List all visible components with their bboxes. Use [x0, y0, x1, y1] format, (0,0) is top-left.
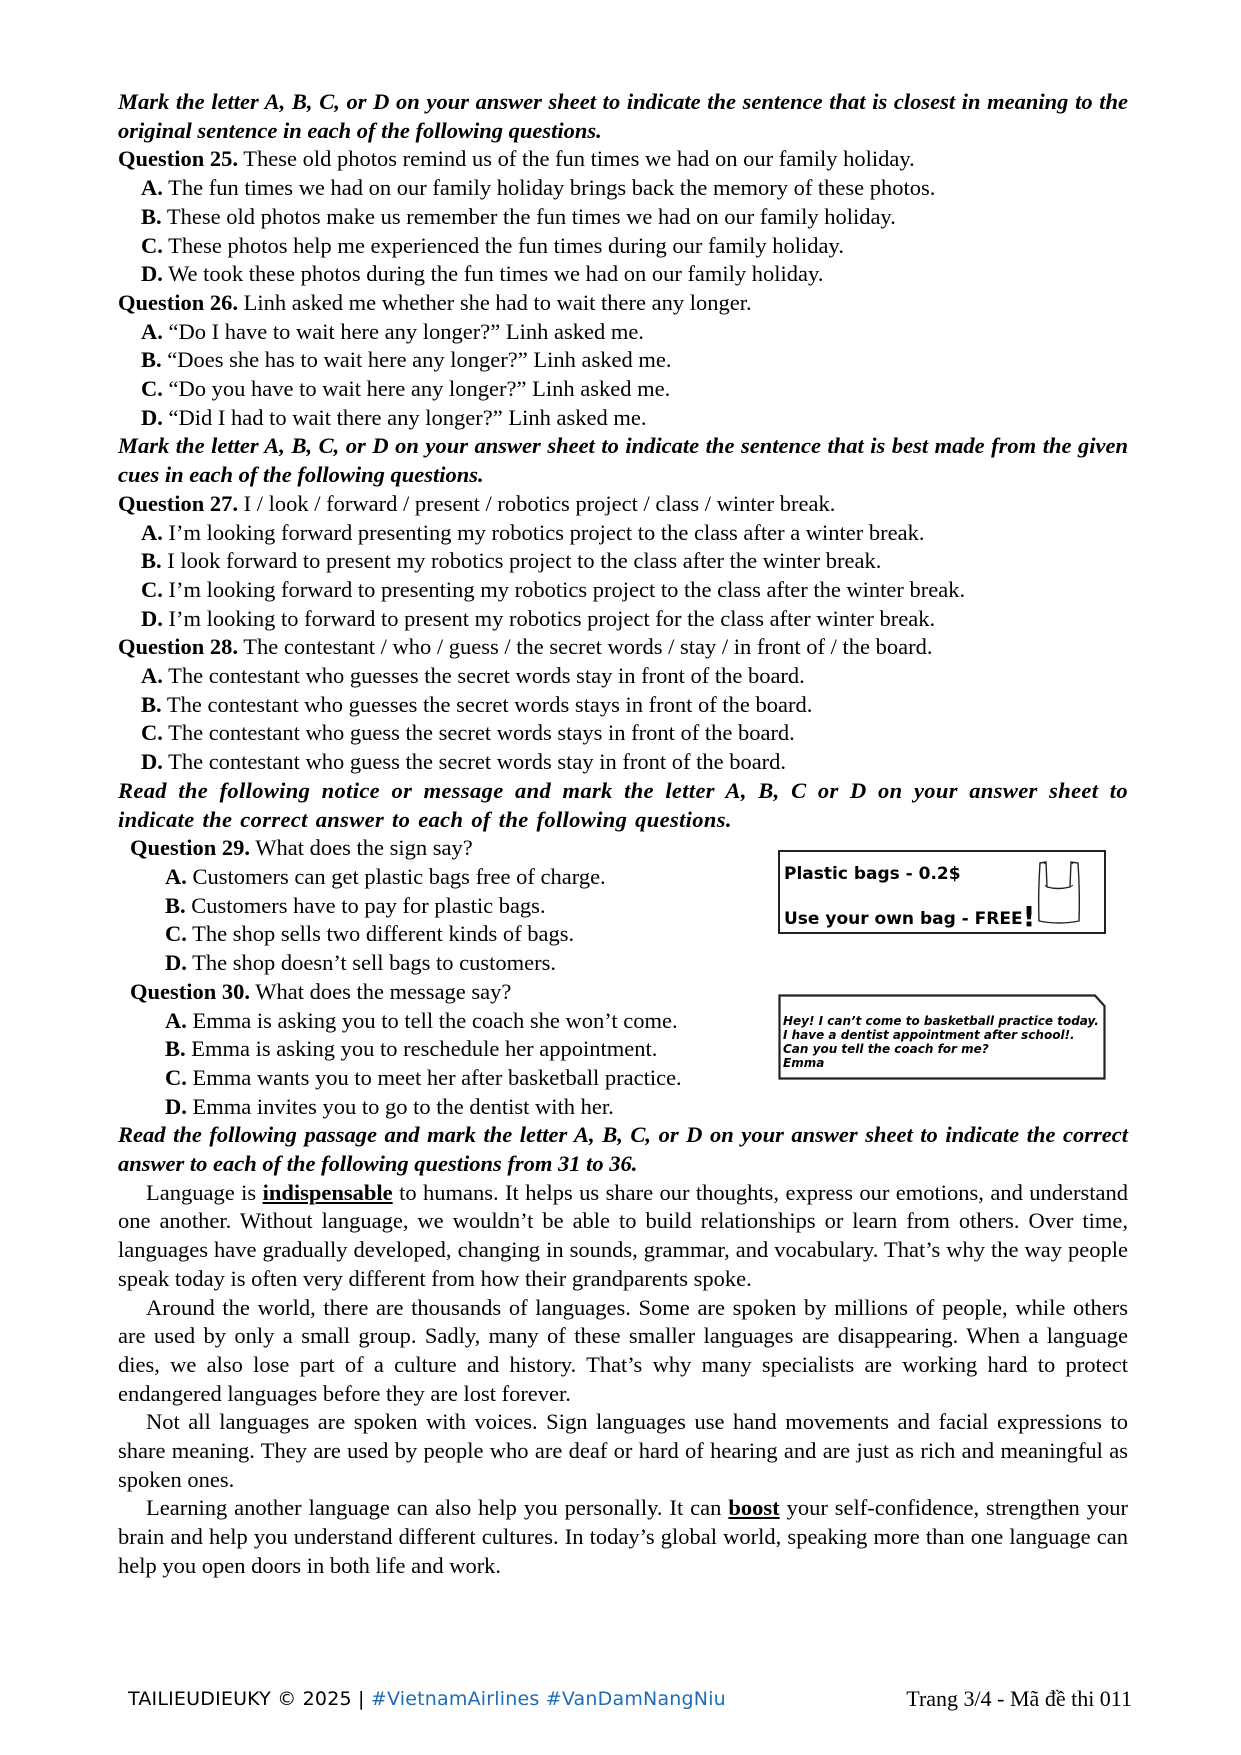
- option-d[interactable]: D. The shop doesn’t sell bags to customers.: [165, 950, 557, 976]
- passage-paragraph-1: Language is indispensable to humans. It helps us share our thoughts, express our emotions, and understand one another. Without language, we wouldn’t be able to build relationships or learn from others. Over time, languages have gradually developed, changing in sounds, grammar, and vocabulary. That’s why the way people speak today is often very different from how their grandparents spoke.: [118, 1179, 1128, 1291]
- section-instruction: Mark the letter A, B, C, or D on your answer sheet to indicate the sentence that is closest in meaning to the original sentence in each of the following questions.: [118, 89, 1128, 143]
- question-label: Question 29.: [130, 835, 251, 861]
- keyword-indispensable: indispensable: [262, 1179, 393, 1205]
- option-d[interactable]: D. The contestant who guess the secret words stay in front of the board.: [141, 749, 787, 775]
- section-instruction: Read the following passage and mark the letter A, B, C, or D on your answer sheet to indicate the correct answer to each of the following questions from 31 to 36.: [118, 1122, 1128, 1177]
- option-c[interactable]: C. These photos help me experienced the fun times during our family holiday.: [141, 232, 844, 258]
- question-label: Question 26.: [118, 289, 239, 315]
- passage-paragraph-4: Learning another language can also help you personally. It can boost your self-confidence, strengthen your brain and help you understand different cultures. In today’s global world, speaking more than one language can help you open doors in both life and work.: [118, 1495, 1128, 1578]
- exam-page: [118, 88, 1128, 1581]
- option-d[interactable]: D. Emma invites you to go to the dentist with her.: [165, 1093, 614, 1119]
- page-number: Trang 3/4 - Mã đề thi 011: [906, 1686, 1132, 1711]
- emma-message: [778, 994, 1106, 1080]
- option-d[interactable]: D. We took these photos during the fun times we had on our family holiday.: [141, 261, 824, 287]
- option-a[interactable]: A. Customers can get plastic bags free of charge.: [165, 863, 606, 889]
- question-label: Question 27.: [118, 490, 239, 516]
- option-b[interactable]: B. Customers have to pay for plastic bags.: [165, 892, 546, 918]
- question-label: Question 25.: [118, 146, 239, 172]
- option-c[interactable]: C. “Do you have to wait here any longer?” Linh asked me.: [141, 376, 671, 402]
- option-c[interactable]: C. Emma wants you to meet her after basketball practice.: [165, 1064, 682, 1090]
- plastic-bag-sign: [778, 850, 1106, 934]
- option-b[interactable]: B. The contestant who guesses the secret words stays in front of the board.: [141, 691, 813, 717]
- option-c[interactable]: C. The contestant who guess the secret words stays in front of the board.: [141, 720, 795, 746]
- passage-paragraph-2: Around the world, there are thousands of languages. Some are spoken by millions of people, while others are used by only a small group. Sadly, many of these smaller languages are disappearing. When a language dies, we also lose part of a culture and history. That’s why many specialists are working hard to protect endangered languages before they are lost forever.: [118, 1294, 1128, 1406]
- question-25: [118, 145, 1128, 289]
- question-30: [118, 978, 1128, 1122]
- section-instruction: Read the following notice or message and mark the letter A, B, C or D on your answer sheet to indicate the correct answer to each of the following questions.: [118, 777, 1128, 832]
- question-29: [118, 834, 1128, 978]
- question-28: [118, 633, 1128, 777]
- question-label: Question 30.: [130, 978, 251, 1004]
- option-d[interactable]: D. “Did I had to wait there any longer?” Linh asked me.: [141, 404, 647, 430]
- option-a[interactable]: A. “Do I have to wait here any longer?” Linh asked me.: [141, 318, 644, 344]
- plastic-bag-icon: [1036, 859, 1082, 925]
- option-c[interactable]: C. I’m looking forward to presenting my robotics project to the class after the winter break.: [141, 576, 966, 602]
- option-a[interactable]: A. Emma is asking you to tell the coach she won’t come.: [165, 1007, 678, 1033]
- question-stem: What does the message say?: [255, 978, 512, 1004]
- question-stem: What does the sign say?: [255, 835, 473, 861]
- option-b[interactable]: B. I look forward to present my robotics project to the class after the winter break.: [141, 548, 882, 574]
- question-27: [118, 490, 1128, 634]
- option-b[interactable]: B. These old photos make us remember the fun times we had on our family holiday.: [141, 203, 896, 229]
- question-label: Question 28.: [118, 634, 239, 660]
- sign-line-2: Use your own bag - FREE!: [784, 900, 1036, 934]
- page-footer: [128, 1686, 1132, 1718]
- section-instruction: Mark the letter A, B, C, or D on your answer sheet to indicate the sentence that is best made from the given cues in each of the following questions.: [118, 433, 1128, 488]
- keyword-boost: boost: [728, 1495, 780, 1521]
- option-a[interactable]: A. The contestant who guesses the secret words stay in front of the board.: [141, 663, 805, 689]
- footer-hashtags[interactable]: #VietnamAirlines #VanDamNangNiu: [370, 1688, 726, 1710]
- option-d[interactable]: D. I’m looking to forward to present my robotics project for the class after winter break.: [141, 605, 936, 631]
- question-stem: The contestant / who / guess / the secret words / stay / in front of / the board.: [243, 634, 933, 660]
- footer-brand: TAILIEUDIEUKY © 2025 | #VietnamAirlines #VanDamNangNiu: [128, 1688, 726, 1710]
- reading-passage: [118, 1179, 1128, 1581]
- sign-line-1: Plastic bags - 0.2$: [784, 864, 961, 885]
- question-stem: These old photos remind us of the fun times we had on our family holiday.: [243, 146, 915, 172]
- option-b[interactable]: B. Emma is asking you to reschedule her appointment.: [165, 1036, 658, 1062]
- message-text: Hey! I can’t come to basketball practice today. I have a dentist appointment after school!. Can you tell the coach for me? Emma: [783, 1013, 1099, 1070]
- question-stem: I / look / forward / present / robotics project / class / winter break.: [243, 490, 836, 516]
- option-a[interactable]: A. I’m looking forward presenting my robotics project to the class after a winter break.: [141, 519, 925, 545]
- passage-paragraph-3: Not all languages are spoken with voices. Sign languages use hand movements and facial expressions to share meaning. They are used by people who are deaf or hard of hearing and are just as rich and meaningful as spoken ones.: [118, 1409, 1128, 1492]
- option-c[interactable]: C. The shop sells two different kinds of bags.: [165, 921, 575, 947]
- question-26: [118, 289, 1128, 433]
- question-stem: Linh asked me whether she had to wait there any longer.: [243, 289, 752, 315]
- option-a[interactable]: A. The fun times we had on our family holiday brings back the memory of these photos.: [141, 175, 936, 201]
- option-b[interactable]: B. “Does she has to wait here any longer?” Linh asked me.: [141, 347, 672, 373]
